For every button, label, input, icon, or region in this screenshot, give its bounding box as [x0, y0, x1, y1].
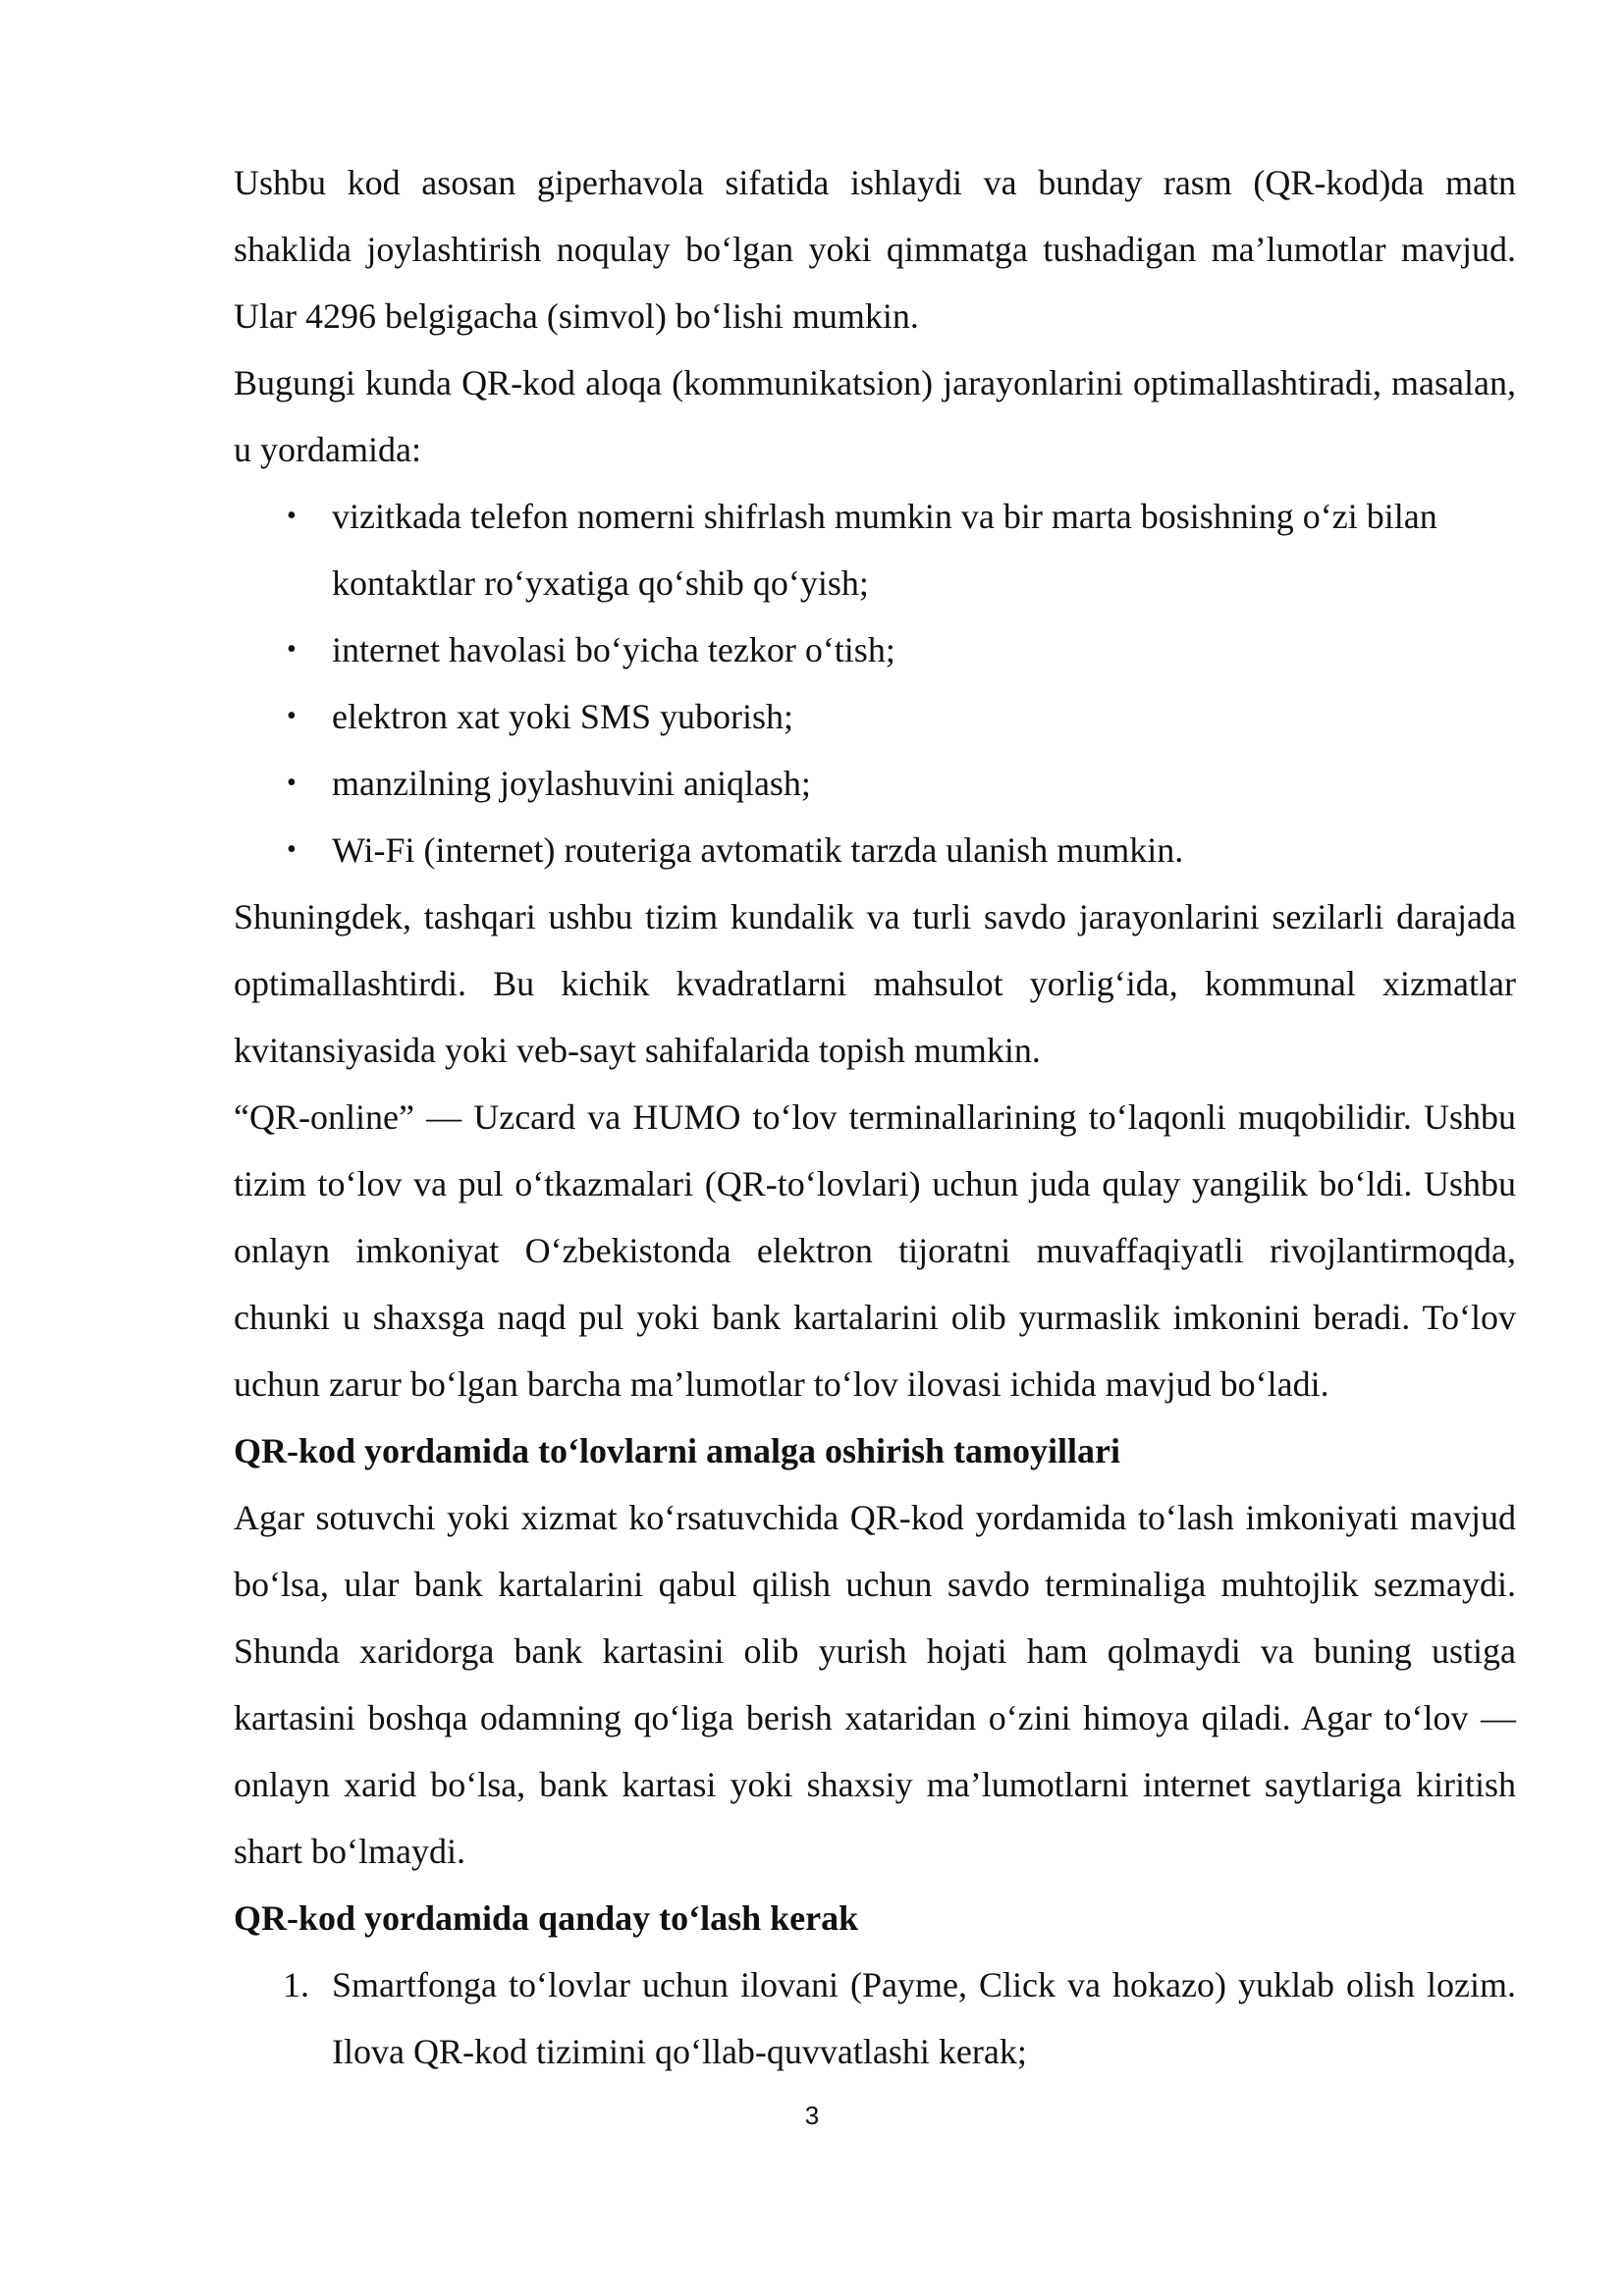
bullet-text: internet havolasi bo‘yicha tezkor o‘tish; — [332, 630, 895, 669]
paragraph-qr-hyperlink: Ushbu kod asosan giperhavola sifatida ishlaydi va bunday rasm (QR-kod)da matn shaklida joylashtirish noqulay bo‘lgan yoki qimmatga tushadigan ma’lumotlar mavjud. Ular 4296 belgigacha (simvol) bo‘lishi mumkin. — [234, 163, 1516, 336]
page-number: 3 — [804, 2101, 820, 2130]
bullet-item — [234, 750, 1516, 817]
paragraph-seller-benefits: Agar sotuvchi yoki xizmat ko‘rsatuvchida QR-kod yordamida to‘lash imkoniyati mavjud bo‘lsa, ular bank kartalarini qabul qilish uchun savdo terminaliga muhtojlik sezmaydi. Shunda xaridorga bank kartasini olib yurish hojati ham qolmaydi va buning ustiga kartasini boshqa odamning qo‘liga berish xataridan o‘zini himoya qiladi. Agar to‘lov — onlayn xarid bo‘lsa, bank kartasi yoki shaxsiy ma’lumotlarni internet saytlariga kiritish shart bo‘lmaydi. — [234, 1498, 1516, 1871]
bullet-item — [234, 817, 1516, 883]
bullet-item — [234, 683, 1516, 750]
bullet-text: manzilning joylashuvini aniqlash; — [332, 764, 811, 803]
bullet-item — [234, 616, 1516, 683]
paragraph-qr-online: “QR-online” — Uzcard va HUMO to‘lov terminallarining to‘laqonli muqobilidir. Ushbu tizim to‘lov va pul o‘tkazmalari (QR-to‘lovlari) uchun juda qulay yangilik bo‘ldi. Ushbu onlayn imkoniyat O‘zbekistonda elektron tijoratni muvaffaqiyatli rivojlantirmoqda, chunki u shaxsga naqd pul yoki bank kartalarini olib yurmaslik imkonini beradi. To‘lov uchun zarur bo‘lgan barcha ma’lumotlar to‘lov ilovasi ichida mavjud bo‘ladi. — [234, 1097, 1516, 1404]
numbered-list — [234, 1951, 1516, 2085]
bullet-text: elektron xat yoki SMS yuborish; — [332, 697, 793, 736]
section-heading-principles: QR-kod yordamida to‘lovlarni amalga oshirish tamoyillari — [234, 1431, 1121, 1470]
numbered-item — [234, 1951, 1516, 2085]
bullet-item — [234, 483, 1516, 616]
item-text: Smartfonga to‘lovlar uchun ilovani (Payme, Click va hokazo) yuklab olish lozim. Ilova QR-kod tizimini qo‘llab-quvvatlashi kerak; — [332, 1965, 1516, 2071]
bullet-text: Wi-Fi (internet) routeriga avtomatik tarzda ulanish mumkin. — [332, 830, 1184, 870]
bullet-marker: • — [287, 634, 297, 665]
bullet-marker: • — [287, 501, 297, 531]
bullet-marker: • — [287, 768, 297, 798]
paragraph-qr-communication: Bugungi kunda QR-kod aloqa (kommunikatsion) jarayonlarini optimallashtiradi, masalan, u yordamida: — [234, 363, 1516, 469]
bullet-marker: • — [287, 834, 297, 865]
bullet-list — [234, 483, 1516, 883]
paragraph-everyday-use: Shuningdek, tashqari ushbu tizim kundalik va turli savdo jarayonlarini sezilarli darajada optimallashtirdi. Bu kichik kvadratlarni mahsulot yorlig‘ida, kommunal xizmatlar kvitansiyasida yoki veb-sayt sahifalarida topish mumkin. — [234, 897, 1516, 1070]
bullet-marker: • — [287, 701, 297, 731]
item-number: 1. — [283, 1965, 309, 2004]
document-body — [234, 149, 1516, 2085]
section-heading-how-to-pay: QR-kod yordamida qanday to‘lash kerak — [234, 1898, 859, 1938]
bullet-text: vizitkada telefon nomerni shifrlash mumkin va bir marta bosishning o‘zi bilan kontaktlar ro‘yxatiga qo‘shib qo‘yish; — [332, 497, 1437, 603]
